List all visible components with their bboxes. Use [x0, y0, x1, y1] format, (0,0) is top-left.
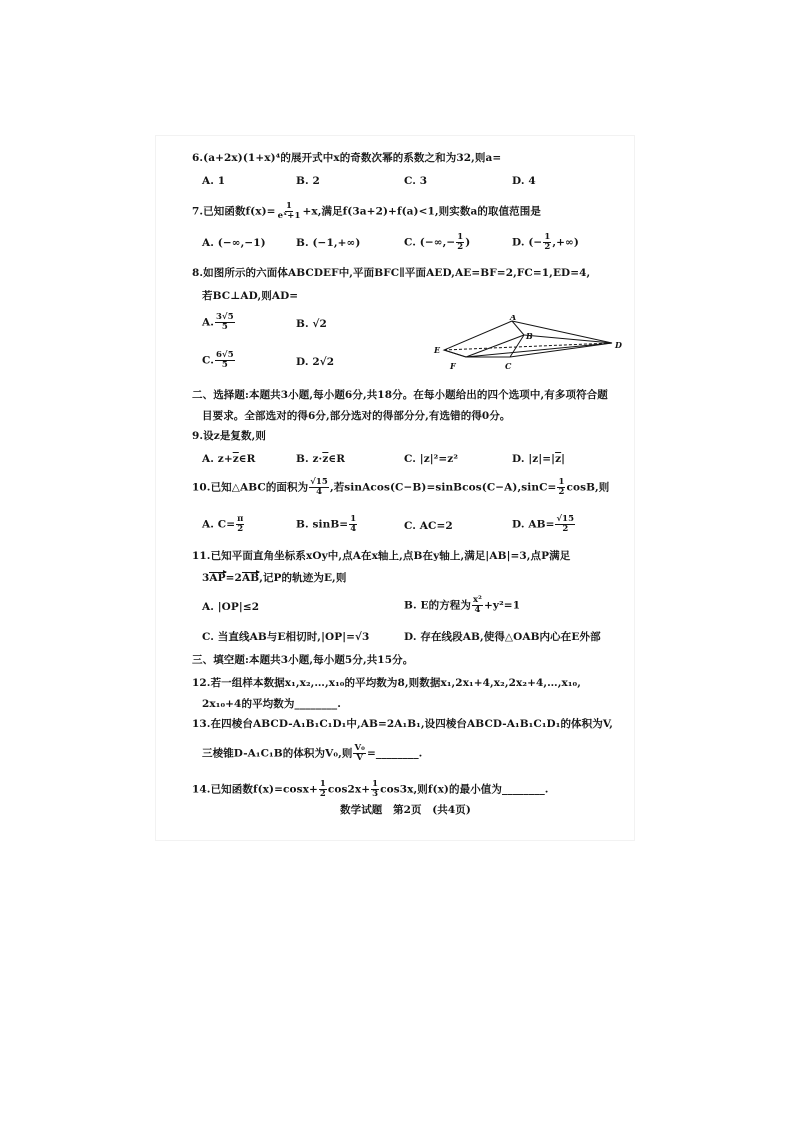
q10-option-c: C. AC=2: [404, 520, 453, 532]
q8-stem-line2: 若BC⊥AD,则AD=: [202, 290, 299, 302]
edge-bc: [510, 335, 524, 357]
q8-stem-line1: 8.如图所示的六面体ABCDEF中,平面BFC∥平面AED,AE=BF=2,FC=1,ED=4,: [192, 267, 591, 279]
q11-option-d: D. 存在线段AB,使得△OAB内心在E外部: [404, 631, 601, 643]
section2-heading-line1: 二、选择题:本题共3小题,每小题6分,共18分。在每小题给出的四个选项中,有多项符合题: [192, 389, 608, 401]
q8-option-a: A. $\frac{3√5}{5}$: [202, 312, 234, 332]
q11-option-a: A. |OP|≤2: [202, 601, 260, 613]
q9-option-a: A. $z+\overline{z}\in R$: [202, 453, 256, 465]
q12-line2: 2x₁₀+4的平均数为________.: [202, 698, 342, 710]
q11-stem-line2: 3AP=2AB,记P的轨迹为E,则: [202, 572, 347, 584]
edge-bf: [466, 335, 524, 357]
q6-option-a: A. 1: [202, 175, 226, 187]
q11-option-c: C. 当直线AB与E相切时,|OP|=√3: [202, 631, 370, 643]
q11-stem-line1: 11.已知平面直角坐标系xOy中,点A在x轴上,点B在y轴上,满足|AB|=3,点P满足: [192, 550, 571, 562]
vector-ap: AP: [209, 572, 226, 584]
q7-option-d: D. (− $\frac{1}{2}$ ,+∞): [512, 232, 579, 252]
q6-option-d: D. 4: [512, 175, 536, 187]
q9-option-b: B. $z\cdot\overline{z}\in R$: [296, 453, 346, 465]
q10-option-d: D. AB= $\frac{√15}{2}$: [512, 514, 575, 534]
figure-label-d: D: [615, 340, 622, 350]
figure-label-e: E: [434, 345, 441, 355]
vector-ab: AB: [241, 572, 260, 584]
page-footer: 数学试题 第2页 (共4页): [340, 804, 471, 816]
q12-line1: 12.若一组样本数据x₁,x₂,…,x₁₀的平均数为8,则数据x₁,2x₁+4,x₂,2x₂+4,…,x₁₀,: [192, 677, 582, 689]
figure-label-a: A: [510, 315, 517, 322]
figure-label-b: B: [526, 331, 533, 341]
q6-stem: 6.(a+2x)(1+x)⁴的展开式中x的奇数次幂的系数之和为32,则a=: [192, 152, 502, 164]
q8-option-b: B. √2: [296, 318, 327, 330]
q8-option-d: D. 2√2: [296, 356, 335, 368]
q13-line2: 三棱锥D-A₁C₁B的体积为V₀,则 $\frac{\text{V₀}}{V}$ =________.: [202, 743, 423, 763]
section3-heading: 三、填空题:本题共3小题,每小题5分,共15分。: [192, 654, 414, 666]
q7-stem-post: +x,满足f(3a+2)+f(a)<1,则实数a的取值范围是: [302, 205, 541, 218]
q9-option-d: D. $|z|=|\overline{z}|$: [512, 453, 566, 465]
figure-label-c: C: [505, 361, 512, 371]
q7-stem-pre: 7.已知函数f(x)=: [192, 205, 276, 218]
q10-option-a: A. C= $\frac{\pi}{2}$: [202, 514, 244, 534]
q10-stem: 10.已知△ABC的面积为 $\frac{√15}{4}$ ,若sinAcos(C−B)=sinBcos(C−A),sinC= $\frac{1}{2}$ cosB,则: [192, 477, 610, 497]
hexahedron-figure: [430, 315, 626, 375]
q14-stem: 14.已知函数f(x)=cosx+ $\frac{1}{2}$ cos2x+ $\frac{1}{3}$ cos3x,则f(x)的最小值为________.: [192, 779, 549, 799]
q8-option-c: C. $\frac{6√5}{5}$: [202, 350, 234, 370]
q9-stem: 9.设z是复数,则: [192, 430, 266, 442]
q7-option-a: A. (−∞,−1): [202, 237, 266, 249]
q10-option-b: B. sinB= $\frac{1}{4}$: [296, 514, 357, 534]
edge-ef: [444, 350, 466, 357]
q6-option-c: C. 3: [404, 175, 428, 187]
q13-line1: 13.在四棱台ABCD-A₁B₁C₁D₁中,AB=2A₁B₁,设四棱台ABCD-A₁B₁C₁D₁的体积为V,: [192, 718, 614, 730]
q7-fraction: $\frac{1}{\text{eˣ+1}}$: [277, 201, 301, 221]
q7-stem: [192, 202, 541, 221]
q11-option-b: B. E的方程为 $\frac{\text{x²}}{4}$ +y²=1: [404, 595, 521, 615]
figure-label-f: F: [450, 361, 456, 371]
q7-option-b: B. (−1,+∞): [296, 237, 361, 249]
q6-option-b: B. 2: [296, 175, 320, 187]
q7-option-c: C. (−∞,− $\frac{1}{2}$ ): [404, 232, 471, 252]
section2-heading-line2: 目要求。全部选对的得6分,部分选对的得部分分,有选错的得0分。: [202, 410, 511, 422]
q9-option-c: C. |z|²=z²: [404, 453, 459, 465]
edge-bd: [524, 335, 612, 343]
